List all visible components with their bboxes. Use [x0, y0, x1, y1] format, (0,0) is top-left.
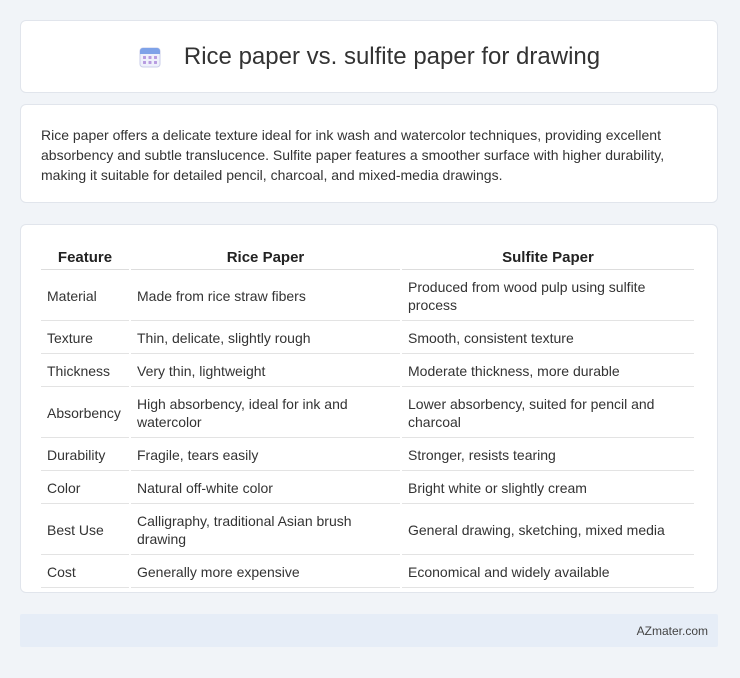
table-cell-sulfite-paper: Bright white or slightly cream	[402, 473, 694, 504]
table-cell-feature: Thickness	[41, 356, 129, 387]
table-cell-feature: Durability	[41, 440, 129, 471]
table-cell-sulfite-paper: Stronger, resists tearing	[402, 440, 694, 471]
header-feature: Feature	[41, 243, 129, 270]
table-cell-feature: Cost	[41, 557, 129, 588]
table-row	[41, 323, 694, 354]
table-cell-sulfite-paper: Economical and widely available	[402, 557, 694, 588]
table-card	[20, 224, 718, 593]
table-row	[41, 356, 694, 387]
table-cell-feature: Texture	[41, 323, 129, 354]
table-row	[41, 440, 694, 471]
intro-card	[20, 104, 718, 203]
calendar-icon	[138, 45, 162, 69]
footer	[20, 614, 718, 647]
table-cell-sulfite-paper: General drawing, sketching, mixed media	[402, 506, 694, 555]
table-header-row	[41, 243, 694, 270]
table-cell-rice-paper: Fragile, tears easily	[131, 440, 400, 471]
table-cell-feature: Material	[41, 272, 129, 321]
table-row	[41, 272, 694, 321]
table-row	[41, 506, 694, 555]
table-cell-rice-paper: Natural off-white color	[131, 473, 400, 504]
table-cell-rice-paper: High absorbency, ideal for ink and watercolor	[131, 389, 400, 438]
table-row	[41, 389, 694, 438]
comparison-table	[39, 241, 696, 590]
header-rice-paper: Rice Paper	[131, 243, 400, 270]
table-cell-sulfite-paper: Produced from wood pulp using sulfite process	[402, 272, 694, 321]
intro-text: Rice paper offers a delicate texture ideal for ink wash and watercolor techniques, providing excellent absorbency and subtle translucence. Sulfite paper features a smoother surface with higher durability, making it suitable for detailed pencil, charcoal, and mixed-media drawings.	[41, 127, 665, 183]
table-cell-rice-paper: Very thin, lightweight	[131, 356, 400, 387]
table-cell-sulfite-paper: Moderate thickness, more durable	[402, 356, 694, 387]
table-row	[41, 557, 694, 588]
header-sulfite-paper: Sulfite Paper	[402, 243, 694, 270]
table-cell-rice-paper: Calligraphy, traditional Asian brush drawing	[131, 506, 400, 555]
page-title: Rice paper vs. sulfite paper for drawing	[183, 42, 601, 70]
table-cell-rice-paper: Made from rice straw fibers	[131, 272, 400, 321]
title-card	[20, 20, 718, 93]
table-row	[41, 473, 694, 504]
table-cell-feature: Absorbency	[41, 389, 129, 438]
footer-brand: AZmater.com	[636, 623, 708, 638]
table-cell-feature: Best Use	[41, 506, 129, 555]
table-cell-sulfite-paper: Lower absorbency, suited for pencil and charcoal	[402, 389, 694, 438]
table-cell-feature: Color	[41, 473, 129, 504]
table-cell-rice-paper: Generally more expensive	[131, 557, 400, 588]
table-cell-rice-paper: Thin, delicate, slightly rough	[131, 323, 400, 354]
table-cell-sulfite-paper: Smooth, consistent texture	[402, 323, 694, 354]
